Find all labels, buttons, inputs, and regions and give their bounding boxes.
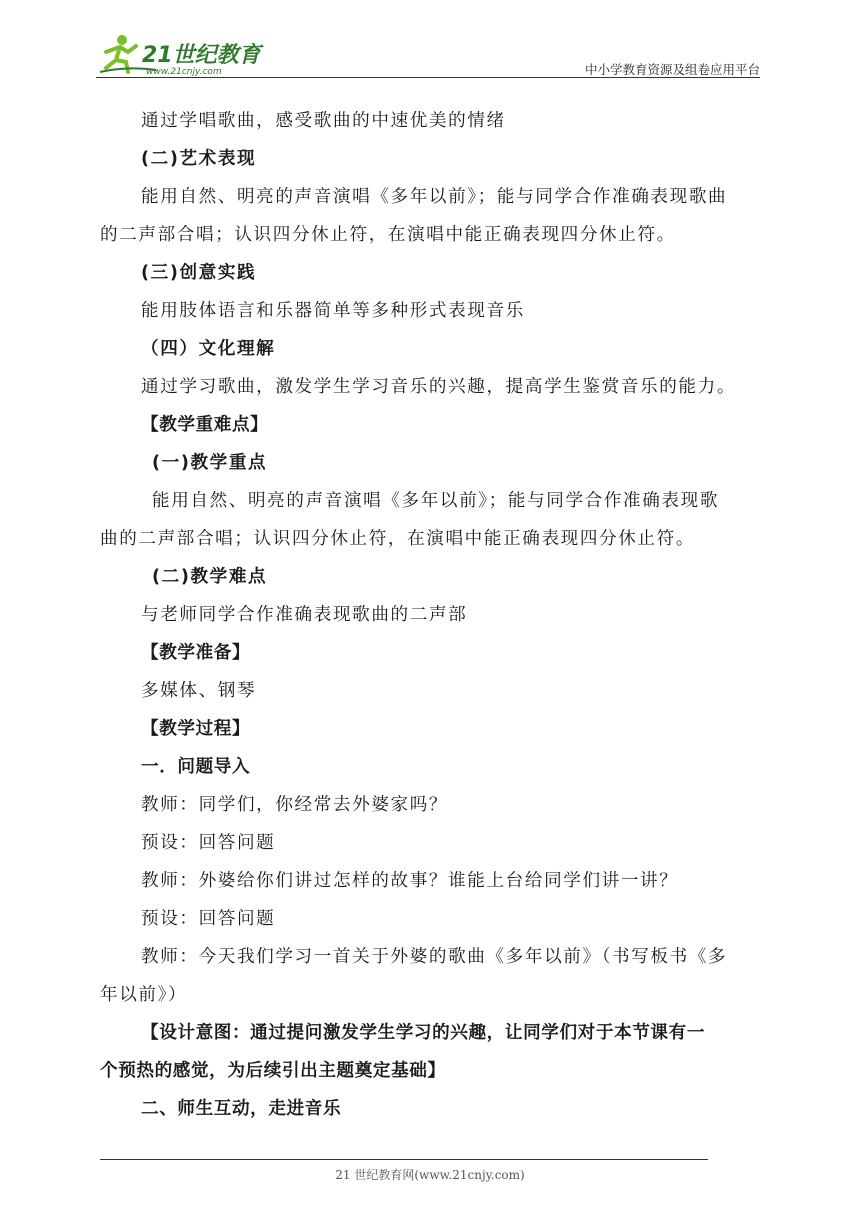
section-heading: (二)教学难点 (152, 567, 268, 587)
design-intent-note: 【设计意图：通过提问激发学生学习的兴趣，让同学们对于本节课有一 (141, 1023, 706, 1043)
section-heading: （四）文化理解 (141, 339, 276, 359)
logo-url: www.21cnjy.com (146, 67, 222, 77)
footer-divider (100, 1159, 708, 1160)
paragraph: 能用肢体语言和乐器简单等多种形式表现音乐 (141, 301, 525, 321)
section-heading: 【教学准备】 (141, 643, 251, 663)
paragraph: 教师：同学们，你经常去外婆家吗？ (141, 795, 449, 815)
paragraph: 教师：今天我们学习一首关于外婆的歌曲《多年以前》（书写板书《多 (141, 947, 728, 967)
paragraph: 通过学习歌曲，激发学生学习音乐的兴趣，提高学生鉴赏音乐的能力。 (141, 377, 737, 397)
paragraph: 预设：回答问题 (141, 909, 276, 929)
header-divider (96, 77, 760, 78)
header-platform-text: 中小学教育资源及组卷应用平台 (584, 62, 760, 77)
section-heading: 【教学重难点】 (141, 415, 269, 435)
paragraph: 能用自然、明亮的声音演唱《多年以前》；能与同学合作准确表现歌 (152, 491, 720, 511)
design-intent-note: 个预热的感觉，为后续引出主题奠定基础】 (100, 1061, 446, 1081)
paragraph: 年以前》） (100, 985, 188, 1005)
logo-text: 21世纪教育 (142, 43, 261, 68)
paragraph: 预设：回答问题 (141, 833, 276, 853)
paragraph: 与老师同学合作准确表现歌曲的二声部 (141, 605, 468, 625)
runner-logo-icon (96, 30, 266, 78)
paragraph: 曲的二声部合唱；认识四分休止符，在演唱中能正确表现四分休止符。 (100, 529, 696, 549)
section-heading: (二)艺术表现 (141, 149, 257, 169)
page-header (96, 30, 760, 80)
section-heading: 【教学过程】 (141, 719, 251, 739)
paragraph: 多媒体、钢琴 (141, 681, 257, 701)
section-heading: 二、师生互动，走进音乐 (141, 1099, 342, 1119)
paragraph: 通过学唱歌曲，感受歌曲的中速优美的情绪 (141, 111, 506, 131)
logo (96, 30, 266, 78)
page-footer: 21 世纪教育网(www.21cnjy.com) (335, 1168, 525, 1182)
document-body (100, 102, 770, 1128)
section-heading: (一)教学重点 (152, 453, 268, 473)
paragraph: 的二声部合唱；认识四分休止符，在演唱中能正确表现四分休止符。 (100, 225, 676, 245)
paragraph: 教师：外婆给你们讲过怎样的故事？谁能上台给同学们讲一讲？ (141, 871, 679, 891)
paragraph: 能用自然、明亮的声音演唱《多年以前》；能与同学合作准确表现歌曲 (141, 187, 728, 207)
section-heading: 一．问题导入 (141, 757, 251, 777)
section-heading: (三)创意实践 (141, 263, 257, 283)
